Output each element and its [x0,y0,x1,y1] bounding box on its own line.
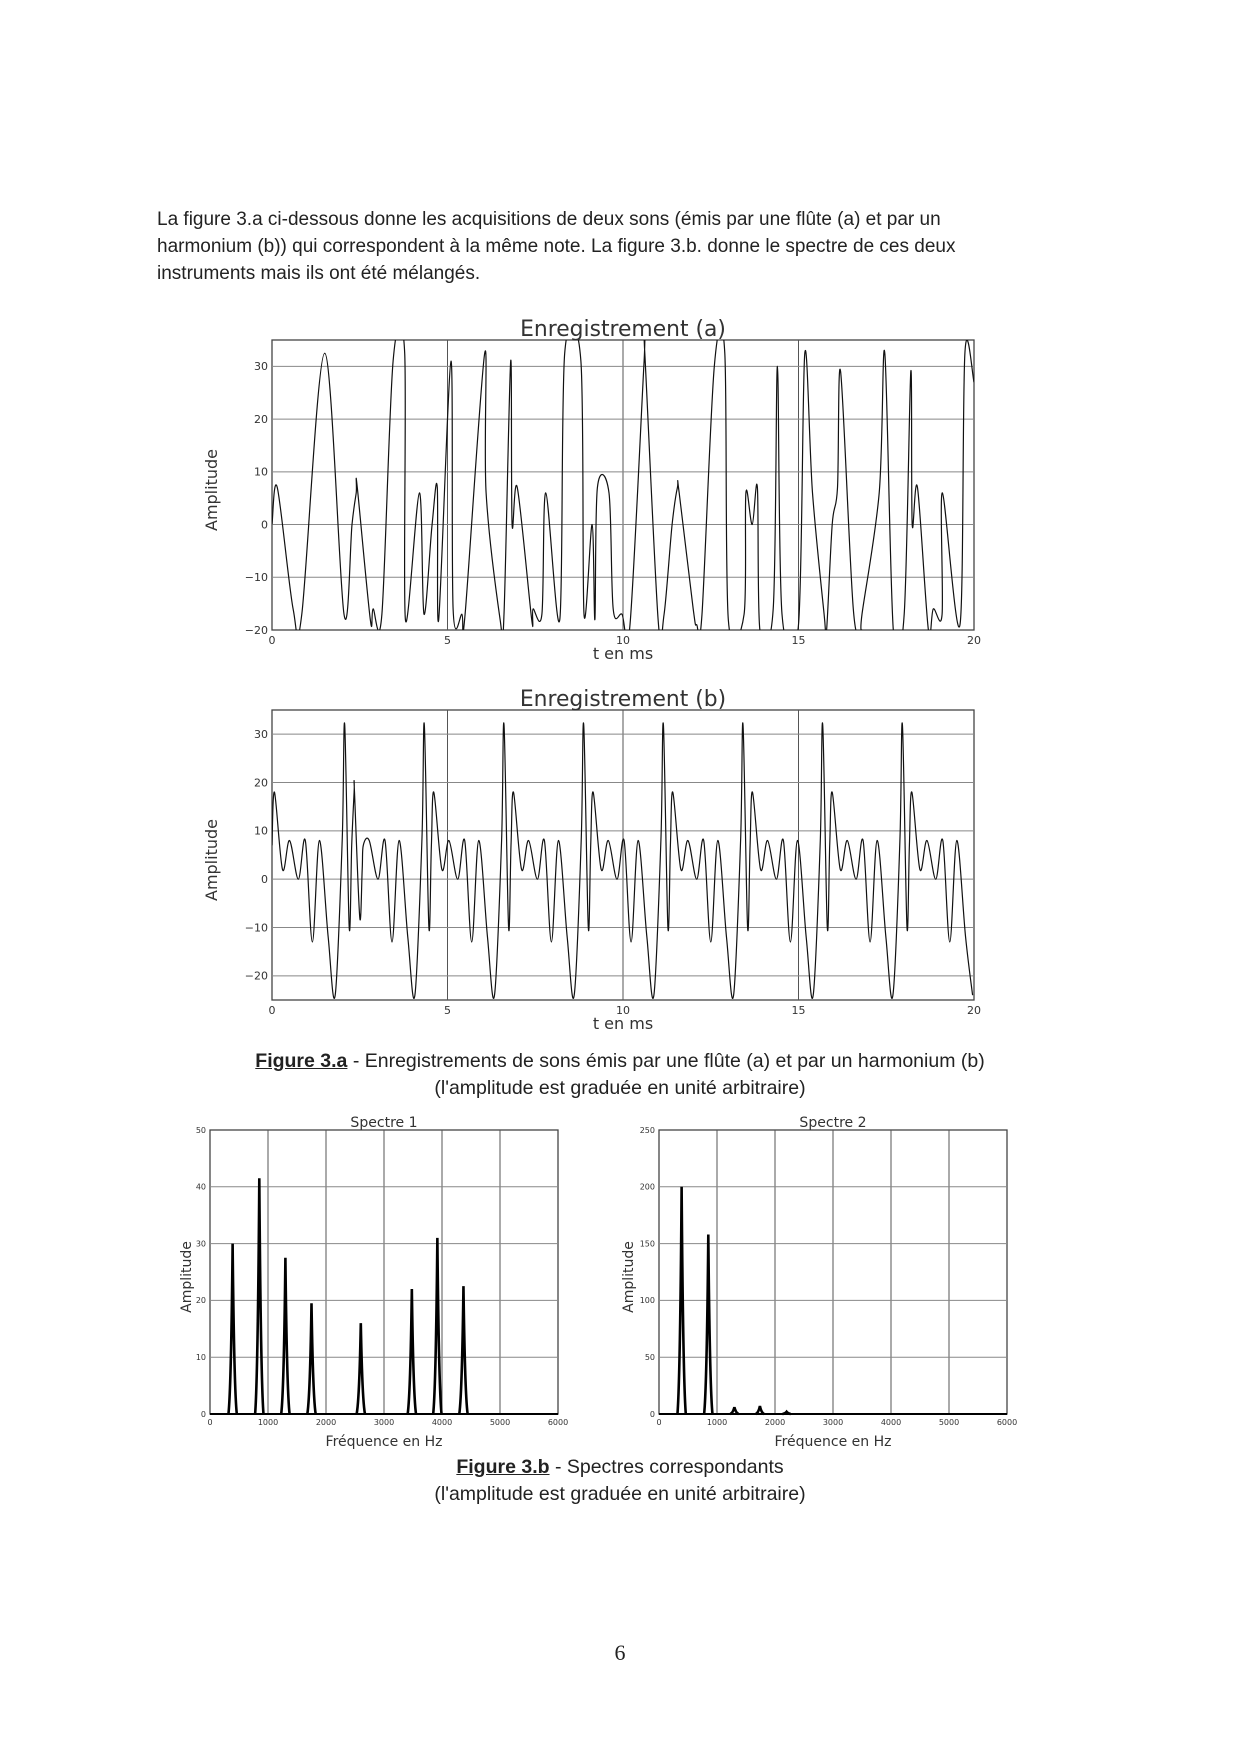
y-tick-label: −20 [244,623,268,637]
x-tick-label: 0 [656,1418,662,1427]
y-tick-label: 100 [639,1296,655,1306]
figure-3a-note: (l'amplitude est graduée en unité arbitraire) [434,1077,806,1099]
x-tick-label: 3000 [373,1418,395,1427]
intro-paragraph [157,206,1097,287]
x-tick-label: 5000 [938,1418,960,1427]
y-tick-label: 40 [195,1182,206,1192]
y-tick-label: 0 [261,518,268,532]
y-axis-label: Amplitude [179,1241,195,1313]
y-tick-label: 0 [649,1409,655,1419]
y-tick-label: 20 [195,1296,206,1306]
y-tick-label: −10 [244,571,268,585]
y-tick-label: 10 [254,465,268,479]
x-axis-label: t en ms [592,1014,654,1033]
x-tick-label: 4000 [880,1418,902,1427]
x-tick-label: 1000 [706,1418,728,1427]
figure-3b-label: Figure 3.b [456,1456,550,1478]
y-axis-label: Amplitude [202,449,221,531]
y-tick-label: 30 [254,360,268,374]
x-tick-label: 10 [616,634,630,647]
y-tick-label: 0 [200,1409,206,1419]
x-tick-label: 6000 [547,1418,569,1427]
y-tick-label: 20 [254,776,268,790]
figure-3b-text: - Spectres correspondants [549,1456,784,1478]
chart-title: Spectre 1 [350,1115,418,1131]
y-tick-label: 50 [195,1125,206,1135]
figure-3b-caption [120,1454,1120,1508]
x-tick-label: 2000 [315,1418,337,1427]
x-tick-label: 4000 [431,1418,453,1427]
x-axis-label: Fréquence en Hz [774,1434,892,1450]
figure-3a-text: - Enregistrements de sons émis par une flûte (a) et par un harmonium (b) [347,1050,985,1072]
chart-spectre-1 [175,1110,585,1464]
y-axis-label: Amplitude [621,1241,637,1313]
x-tick-label: 0 [207,1418,213,1427]
y-tick-label: −20 [244,969,268,983]
y-tick-label: 10 [195,1353,206,1362]
y-tick-label: −10 [244,921,268,935]
figure-3a-caption [120,1048,1120,1102]
y-axis-label: Amplitude [202,819,221,901]
figure-3a-label: Figure 3.a [255,1050,348,1072]
y-tick-label: 30 [254,728,268,742]
chart-title: Spectre 2 [799,1115,867,1131]
x-tick-label: 10 [616,1004,630,1017]
x-tick-label: 0 [268,634,276,647]
x-tick-label: 5 [444,634,451,647]
x-tick-label: 5000 [489,1418,511,1427]
x-axis-label: t en ms [592,644,654,663]
chart-title: Enregistrement (a) [520,318,726,342]
chart-enregistrement-b [200,688,1000,1056]
y-tick-label: 50 [644,1353,655,1362]
x-tick-label: 3000 [822,1418,844,1427]
x-tick-label: 1000 [257,1418,279,1427]
x-tick-label: 0 [268,1004,276,1017]
x-tick-label: 5 [444,1004,451,1017]
y-tick-label: 20 [254,412,268,426]
x-tick-label: 15 [791,1004,806,1017]
x-tick-label: 2000 [764,1418,786,1427]
chart-spectre-2 [617,1110,1035,1464]
chart-title: Enregistrement (b) [519,688,727,712]
intro-line: La figure 3.a ci-dessous donne les acquisitions de deux sons (émis par une flûte (a) et par un [157,209,941,230]
y-tick-label: 0 [261,873,268,887]
figure-3b-note: (l'amplitude est graduée en unité arbitraire) [434,1483,806,1505]
page-number: 6 [614,1640,626,1665]
y-tick-label: 10 [254,824,268,838]
y-tick-label: 200 [639,1182,655,1192]
chart-enregistrement-a [200,318,1000,680]
intro-line: harmonium (b)) qui correspondent à la même note. La figure 3.b. donne le spectre de ces deux [157,236,956,257]
y-tick-label: 250 [639,1125,655,1135]
y-tick-label: 150 [639,1239,655,1249]
x-tick-label: 20 [967,634,981,647]
x-tick-label: 20 [967,1004,981,1017]
x-tick-label: 15 [791,634,806,647]
intro-line: instruments mais ils ont été mélangés. [157,263,481,284]
y-tick-label: 30 [195,1239,206,1249]
x-tick-label: 6000 [996,1418,1018,1427]
x-axis-label: Fréquence en Hz [325,1434,443,1450]
